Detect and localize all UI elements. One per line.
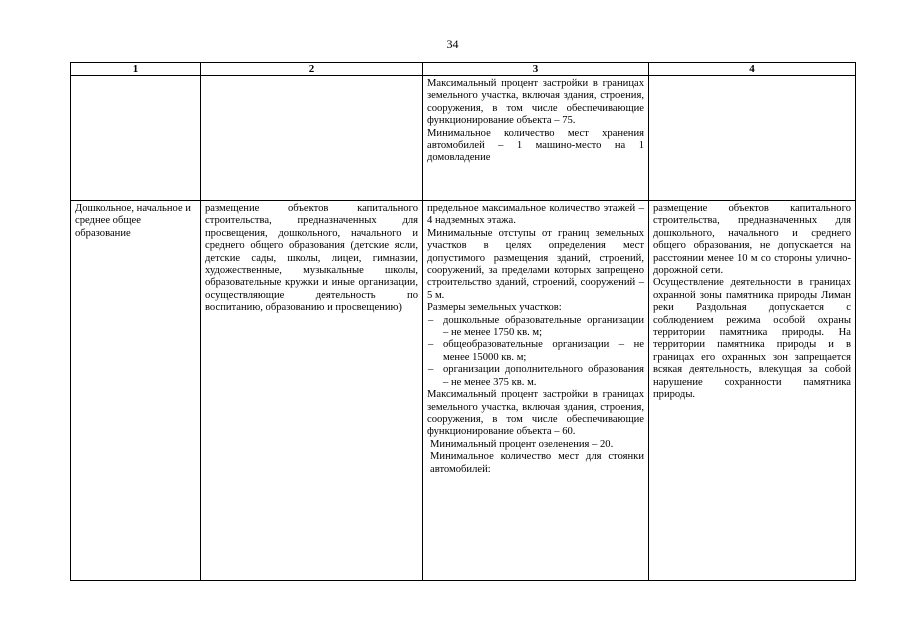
list-item: – дошкольные образовательные организации – не менее 1750 кв. м;: [427, 315, 644, 340]
row2-restrictions-cell: [649, 201, 856, 581]
page-number: 34: [446, 37, 459, 51]
row1-cell-4: [649, 76, 856, 201]
column-header-3: 3: [423, 63, 649, 76]
list-item: – организации дополнительного образования – не менее 375 кв. м.: [427, 364, 644, 389]
row2-setbacks-text: Минимальные отступы от границ земельных участков в целях определения мест допустимого размещения зданий, строений, сооружений, за пределами которых запрещено строительство зданий, строений, сооружений – 5 м.: [427, 227, 644, 301]
row2-sizes-title: Размеры земельных участков:: [427, 302, 562, 314]
regulations-table: [70, 62, 856, 581]
row2-land-use-name: Дошкольное, начальное и среднее общее образование: [71, 201, 201, 581]
row2-min-greening-text: Минимальный процент озеленения – 20.: [430, 438, 614, 450]
row1-cell-3: [423, 76, 649, 201]
row1-cell-1: [71, 76, 201, 201]
row2-max-coverage-text: Максимальный процент застройки в границах земельного участка, включая здания, строения, сооружения, в том числе обеспечивающие функционирование объекта – 60.: [427, 389, 644, 438]
plot-sizes-list: [427, 315, 644, 389]
row2-land-use-description: [201, 201, 423, 581]
column-header-4: 4: [649, 63, 856, 76]
row2-parameters-cell: [423, 201, 649, 581]
column-header-1: 1: [71, 63, 201, 76]
row2-floors-text: предельное максимальное количество этажей – 4 надземных этажа.: [427, 203, 644, 227]
row2-distance-restriction-text: размещение объектов капитального строительства, предназначенных для дошкольного, начального и среднего общего образования, не допускается на расстоянии менее 10 м со стороны улично-дорожной сети.: [653, 203, 851, 277]
list-item: – общеобразовательные организации – не менее 15000 кв. м;: [427, 339, 644, 364]
table-row: [71, 201, 856, 581]
table-row: [71, 76, 856, 201]
row1-max-coverage-text: Максимальный процент застройки в границах земельного участка, включая здания, строения, сооружения, в том числе обеспечивающие функционирование объекта – 75.: [427, 78, 644, 127]
row1-parking-text: Минимальное количество мест хранения автомобилей – 1 машино-место на 1 домовладение: [427, 127, 644, 164]
row2-parking-text: Минимальное количество мест для стоянки автомобилей:: [430, 451, 644, 475]
row1-cell-2: [201, 76, 423, 201]
column-header-2: 2: [201, 63, 423, 76]
table-header-row: [71, 63, 856, 76]
row2-nature-monument-text: Осуществление деятельности в границах охранной зоны памятника природы Лиман реки Раздольная допускается с соблюдением режима особой охраны территории памятника природы. На территории памятника природы и в границах его охранных зон запрещается всякая деятельность, влекущая за собой нарушение сохранности памятника природы.: [653, 277, 851, 401]
row2-description-text: размещение объектов капитального строительства, предназначенных для просвещения, дошкольного, начального и среднего общего образования (детские ясли, детские сады, школы, лицеи, гимназии, художественные, музыкальные школы, образовательные кружки и иные организации, осуществляющие деятельность по воспитанию, образованию и просвещению): [205, 203, 418, 314]
